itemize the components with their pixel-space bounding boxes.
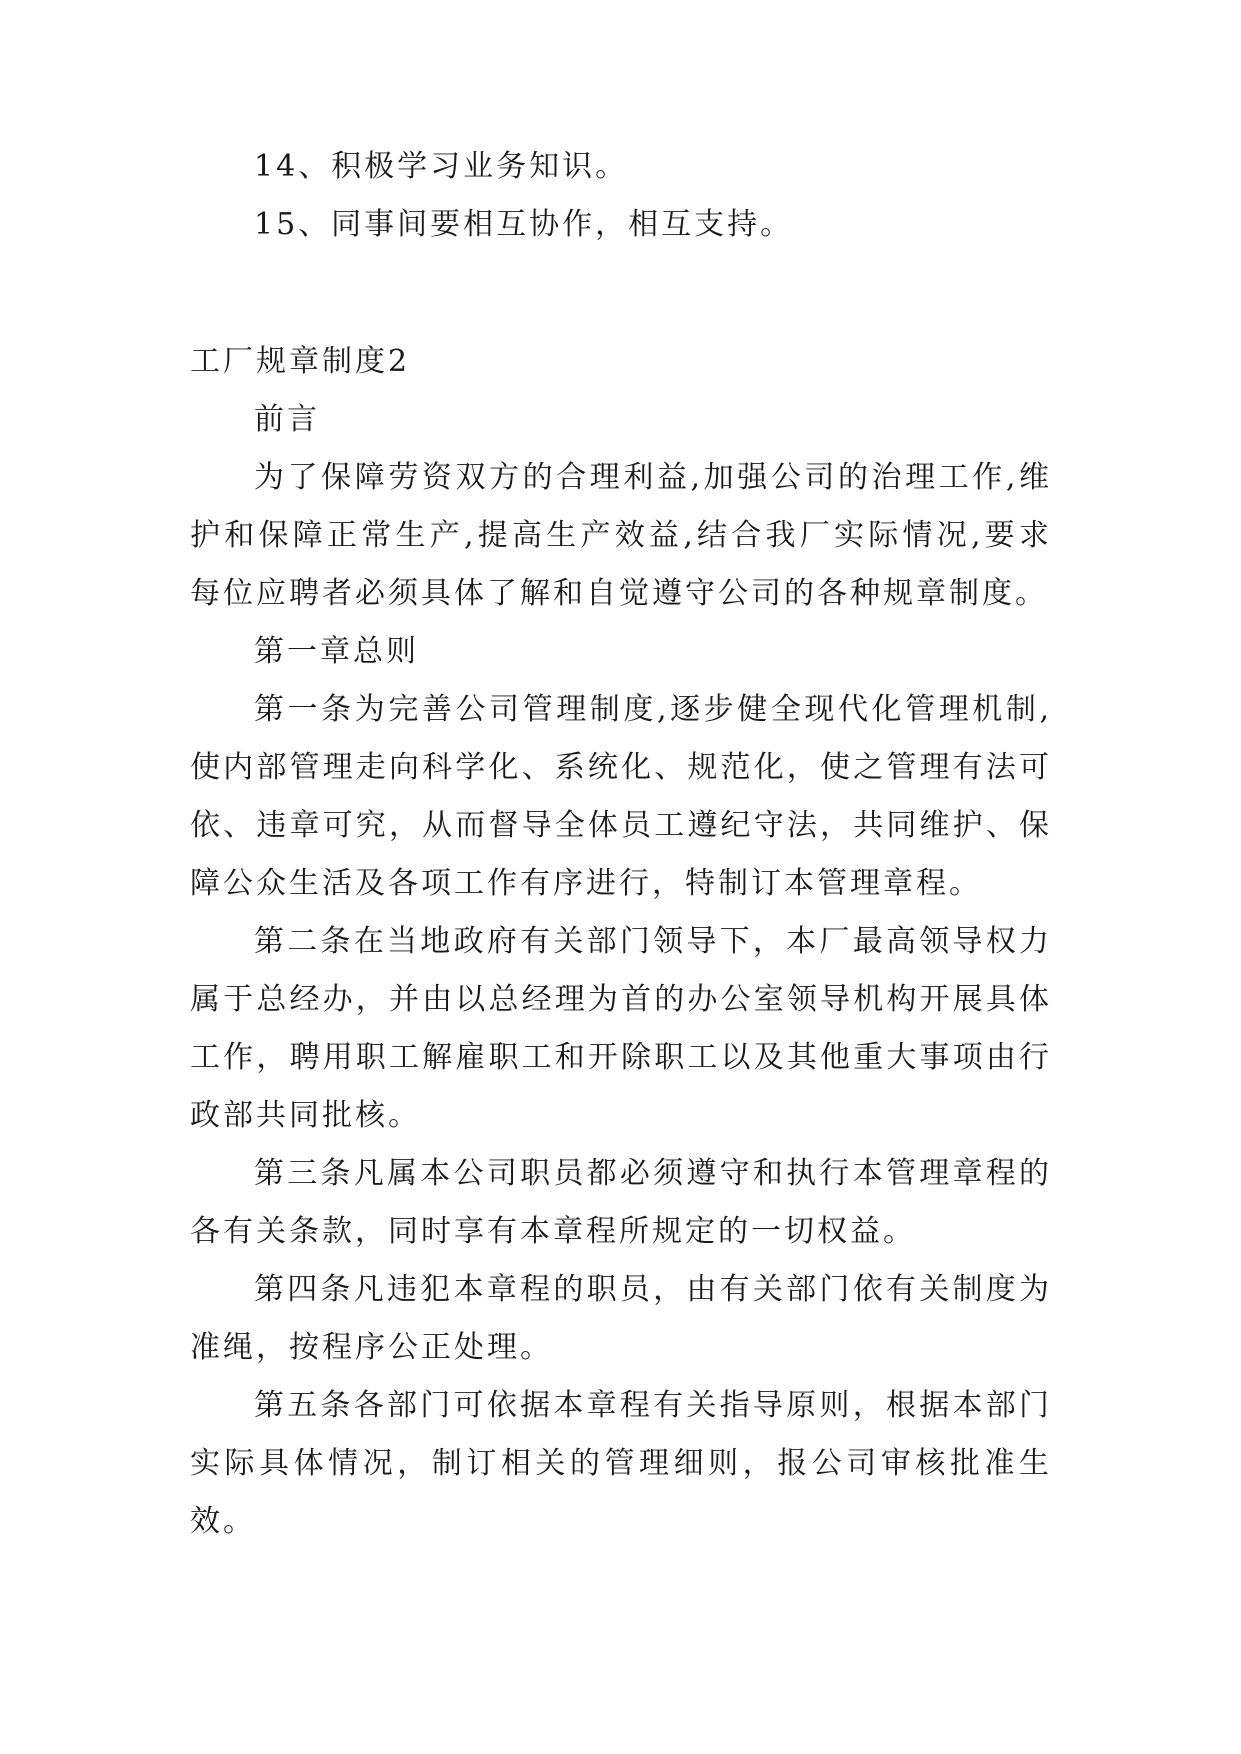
section-title: 工厂规章制度2 (190, 344, 411, 379)
article-5: 第五条各部门可依据本章程有关指导原则，根据本部门实际具体情况，制订相关的管理细则，报公司审核批准生效。 (190, 1388, 1052, 1539)
article-2: 第二条在当地政府有关部门领导下，本厂最高领导权力属于总经办，并由以总经理为首的办公室领导机构开展具体工作，聘用职工解雇职工和开除职工以及其他重大事项由行政部共同批核。 (190, 924, 1052, 1133)
preface-heading: 前言 (254, 402, 320, 437)
list-item: 15、同事间要相互协作，相互支持。 (254, 207, 794, 242)
list-item: 14、积极学习业务知识。 (254, 149, 629, 184)
section-2 (190, 333, 1052, 1551)
article-1: 第一条为完善公司管理制度,逐步健全现代化管理机制,使内部管理走向科学化、系统化、规范化，使之管理有法可依、违章可究，从而督导全体员工遵纪守法，共同维护、保障公众生活及各项工作有序进行，特制订本管理章程。 (190, 692, 1052, 901)
preface-paragraph: 为了保障劳资双方的合理利益,加强公司的治理工作,维护和保障正常生产,提高生产效益,结合我厂实际情况,要求每位应聘者必须具体了解和自觉遵守公司的各种规章制度。 (190, 460, 1052, 611)
article-4: 第四条凡违犯本章程的职员，由有关部门依有关制度为准绳，按程序公正处理。 (190, 1272, 1052, 1365)
chapter-heading: 第一章总则 (254, 634, 419, 669)
article-3: 第三条凡属本公司职员都必须遵守和执行本管理章程的各有关条款，同时享有本章程所规定的一切权益。 (190, 1156, 1052, 1249)
list-items (190, 138, 1052, 254)
